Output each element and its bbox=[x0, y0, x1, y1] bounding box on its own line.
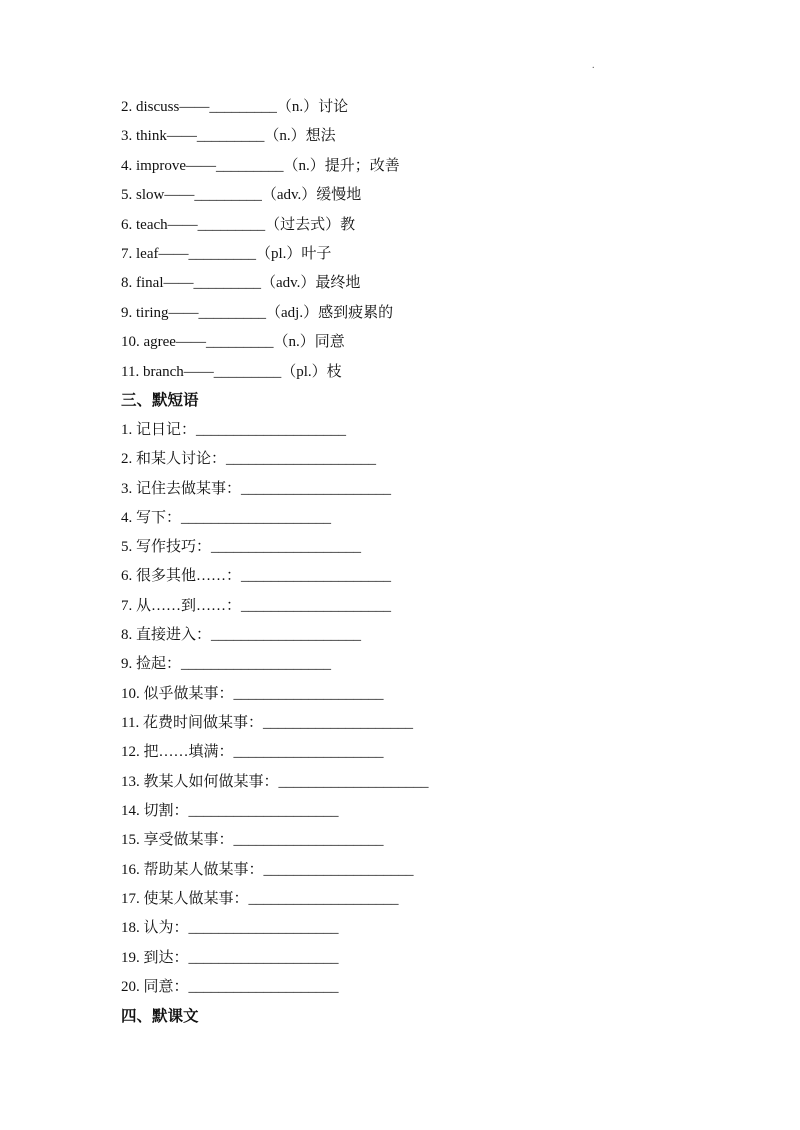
item-number: 10. bbox=[121, 334, 140, 350]
item-number: 18. bbox=[121, 920, 140, 936]
section-heading-text: 四、默课文 bbox=[121, 1008, 199, 1025]
item-number: 3. bbox=[121, 128, 133, 144]
phrase-item bbox=[121, 420, 346, 440]
item-number: 11. bbox=[121, 715, 140, 731]
phrase-item bbox=[121, 889, 399, 909]
phrase-item bbox=[121, 918, 339, 938]
word-form-item bbox=[121, 215, 355, 235]
item-text: 记日记：____________________ bbox=[136, 422, 347, 438]
item-number: 20. bbox=[121, 979, 140, 995]
word-form-item bbox=[121, 97, 348, 117]
item-text: 和某人讨论：____________________ bbox=[136, 451, 377, 467]
item-number: 6. bbox=[121, 568, 133, 584]
item-number: 3. bbox=[121, 481, 133, 497]
item-number: 8. bbox=[121, 275, 133, 291]
phrase-item bbox=[121, 625, 361, 645]
item-number: 8. bbox=[121, 627, 133, 643]
item-number: 13. bbox=[121, 774, 140, 790]
item-number: 12. bbox=[121, 744, 140, 760]
phrase-item bbox=[121, 566, 391, 586]
item-text: 帮助某人做某事：____________________ bbox=[143, 862, 414, 878]
phrase-item bbox=[121, 948, 339, 968]
word-form-item bbox=[121, 303, 393, 323]
item-number: 17. bbox=[121, 891, 140, 907]
phrase-item bbox=[121, 801, 339, 821]
phrase-item bbox=[121, 449, 376, 469]
item-number: 19. bbox=[121, 950, 140, 966]
item-text: 记住去做某事：____________________ bbox=[136, 481, 392, 497]
header-mark: . bbox=[592, 60, 595, 71]
item-text: 写作技巧：____________________ bbox=[136, 539, 362, 555]
item-text: 直接进入：____________________ bbox=[136, 627, 362, 643]
item-number: 2. bbox=[121, 99, 133, 115]
item-number: 15. bbox=[121, 832, 140, 848]
item-text: teach——_________（过去式）教 bbox=[136, 217, 356, 233]
item-text: slow——_________（adv.）缓慢地 bbox=[136, 187, 362, 203]
phrase-item bbox=[121, 860, 414, 880]
word-form-item bbox=[121, 156, 400, 176]
item-text: 花费时间做某事：____________________ bbox=[142, 715, 413, 731]
item-text: 认为：____________________ bbox=[143, 920, 339, 936]
item-text: 很多其他……：____________________ bbox=[136, 568, 392, 584]
item-text: 到达：____________________ bbox=[143, 950, 339, 966]
phrase-item bbox=[121, 596, 391, 616]
item-number: 4. bbox=[121, 158, 133, 174]
item-text: 使某人做某事：____________________ bbox=[143, 891, 399, 907]
phrase-item bbox=[121, 772, 429, 792]
item-number: 11. bbox=[121, 364, 140, 380]
item-text: 似乎做某事：____________________ bbox=[143, 686, 384, 702]
item-number: 7. bbox=[121, 246, 133, 262]
item-number: 1. bbox=[121, 422, 133, 438]
item-text: agree——_________（n.）同意 bbox=[143, 334, 345, 350]
item-text: 捡起：____________________ bbox=[136, 656, 332, 672]
word-form-item bbox=[121, 244, 331, 264]
phrase-item bbox=[121, 537, 361, 557]
item-text: 从……到……：____________________ bbox=[136, 598, 392, 614]
item-text: think——_________（n.）想法 bbox=[136, 128, 336, 144]
word-form-item bbox=[121, 185, 361, 205]
item-number: 2. bbox=[121, 451, 133, 467]
phrase-item bbox=[121, 508, 331, 528]
item-number: 16. bbox=[121, 862, 140, 878]
item-text: 切割：____________________ bbox=[143, 803, 339, 819]
item-number: 9. bbox=[121, 305, 133, 321]
item-text: 写下：____________________ bbox=[136, 510, 332, 526]
item-number: 14. bbox=[121, 803, 140, 819]
item-text: leaf——_________（pl.）叶子 bbox=[136, 246, 332, 262]
word-form-item bbox=[121, 126, 336, 146]
item-number: 6. bbox=[121, 217, 133, 233]
item-text: 享受做某事：____________________ bbox=[143, 832, 384, 848]
item-text: branch——_________（pl.）枝 bbox=[142, 364, 342, 380]
item-text: 同意：____________________ bbox=[143, 979, 339, 995]
phrase-item bbox=[121, 742, 384, 762]
phrase-item bbox=[121, 830, 384, 850]
item-text: 把……填满：____________________ bbox=[143, 744, 384, 760]
word-form-item bbox=[121, 273, 360, 293]
item-number: 4. bbox=[121, 510, 133, 526]
word-form-item bbox=[121, 332, 345, 352]
item-number: 7. bbox=[121, 598, 133, 614]
item-text: final——_________（adv.）最终地 bbox=[136, 275, 361, 291]
item-text: improve——_________（n.）提升；改善 bbox=[136, 158, 400, 174]
phrase-item bbox=[121, 479, 391, 499]
phrase-item bbox=[121, 977, 339, 997]
item-text: discuss——_________（n.）讨论 bbox=[136, 99, 349, 115]
phrase-item bbox=[121, 713, 413, 733]
word-form-item bbox=[121, 362, 342, 382]
item-number: 5. bbox=[121, 187, 133, 203]
item-number: 9. bbox=[121, 656, 133, 672]
item-number: 10. bbox=[121, 686, 140, 702]
item-number: 5. bbox=[121, 539, 133, 555]
phrase-item bbox=[121, 684, 384, 704]
item-text: tiring——_________（adj.）感到疲累的 bbox=[136, 305, 394, 321]
phrase-item bbox=[121, 654, 331, 674]
item-text: 教某人如何做某事：____________________ bbox=[143, 774, 429, 790]
section-heading-phrases: 三、默短语 bbox=[121, 392, 199, 409]
